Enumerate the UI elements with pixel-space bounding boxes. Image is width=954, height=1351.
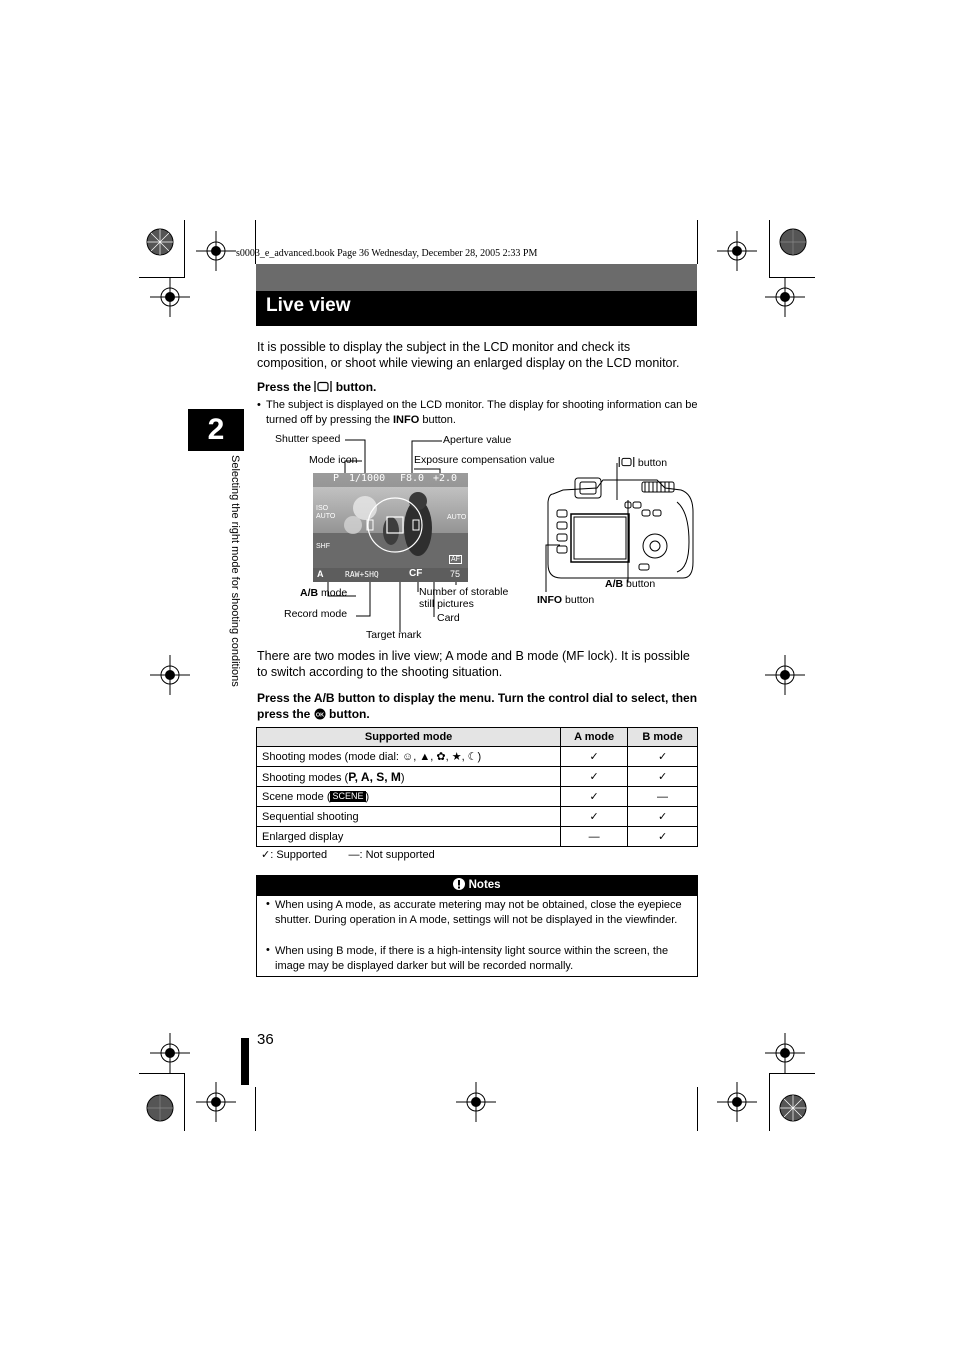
ok-button-icon (314, 708, 326, 720)
notes-header (256, 875, 698, 896)
label-ab-mode (300, 587, 347, 599)
step-1-suffix: button. (332, 380, 377, 394)
table-cell: Enlarged display (257, 827, 561, 847)
label-aperture-value: Aperture value (443, 434, 512, 446)
registration-mark-icon (765, 1033, 805, 1073)
lcd-iso: ISO AUTO (316, 505, 336, 520)
label-info-button (537, 594, 594, 606)
supported-modes-table (256, 727, 698, 847)
label-mode-icon: Mode icon (309, 454, 358, 466)
step-2-a: Press the (257, 691, 314, 705)
crop-mark (255, 1087, 256, 1131)
label-storable-1: Number of storable (419, 586, 509, 598)
notes-title: Notes (468, 879, 501, 891)
step-2 (257, 690, 702, 722)
bullet-text-a: The subject is displayed on the LCD monitor. The display for shooting information can be turned off by pressing the (266, 399, 698, 426)
table-cell: ✓ (561, 787, 628, 807)
intro-paragraph: It is possible to display the subject in the LCD monitor and check its composition, or shoot while viewing an enlarged display on the LCD monitor. (257, 340, 680, 370)
registration-mark-icon (196, 1082, 236, 1122)
table-header-row (257, 728, 698, 747)
label-target-mark: Target mark (366, 629, 422, 641)
starburst-mark-icon (779, 1094, 807, 1122)
two-modes-paragraph: There are two modes in live view; A mode and B mode (MF lock). It is possible to switch according to the shooting situation. (257, 649, 690, 679)
page-number: 36 (257, 1031, 274, 1048)
note-item: When using A mode, as accurate metering may not be obtained, close the eyepiece shutter. During operation in A mode, settings will not be displayed in the viewfinder. (275, 899, 682, 926)
row-tail: ) (400, 771, 405, 784)
table-row (257, 767, 698, 787)
step-2-b: button to display the menu. Turn the control dial to select, then press the (257, 691, 698, 721)
table-cell (257, 787, 561, 807)
live-view-button-icon (618, 457, 635, 467)
step-1-prefix: Press the (257, 380, 315, 394)
lcd-mode: P (333, 473, 340, 484)
label-storable-2: still pictures (419, 598, 474, 610)
lcd-exposure: +2.0 (433, 473, 458, 484)
note-item: When using B mode, if there is a high-intensity light source within the screen, the image may be displayed darker but will be recorded normally. (275, 945, 669, 972)
row-label: Scene mode ( (262, 790, 331, 803)
lcd-ab: A (317, 569, 324, 579)
table-header: A mode (561, 728, 628, 747)
note-bullet: • (266, 944, 270, 956)
page-title: Live view (266, 295, 351, 316)
ab-button-word: button (623, 578, 656, 590)
label-exposure-comp: Exposure compensation value (414, 454, 555, 466)
info-label: INFO (393, 414, 420, 426)
lcd-live-view-image (313, 473, 468, 582)
table-cell: ✓ (628, 807, 698, 827)
lcd-count: 75 (450, 569, 461, 579)
table-header: Supported mode (257, 728, 561, 747)
lv-button-word: button (635, 457, 668, 469)
step-2-c: button. (325, 707, 370, 721)
ab-button-ab: A/B (605, 578, 624, 590)
warning-icon (453, 878, 465, 890)
legend-not-supported: —: Not supported (348, 849, 435, 861)
page-number-bar (241, 1038, 249, 1085)
table-cell: ✓ (628, 747, 698, 767)
starburst-mark-icon (146, 1094, 174, 1122)
info-button-word: button (562, 594, 595, 606)
table-row (257, 747, 698, 767)
table-cell: — (628, 787, 698, 807)
row-label: Shooting modes (mode dial: (262, 751, 403, 763)
table-cell: ✓ (561, 747, 628, 767)
label-card: Card (437, 612, 460, 624)
crop-mark (139, 1073, 185, 1074)
lcd-shutter: 1/1000 (349, 473, 386, 484)
label-live-view-button (618, 457, 667, 469)
lcd-record-mode: RAW+SHQ (345, 570, 379, 579)
table-cell (257, 767, 561, 787)
lcd-aperture: F8.0 (400, 473, 425, 484)
row-tail: ) (365, 790, 370, 803)
label-record-mode: Record mode (284, 608, 348, 620)
lcd-af: AF (451, 556, 460, 563)
table-cell: Sequential shooting (257, 807, 561, 827)
scene-icon: SCENE (332, 791, 364, 802)
table-row (257, 787, 698, 807)
ab-mode-word: mode (318, 587, 348, 599)
step-2-ab: A/B (313, 691, 335, 705)
file-header: s0003_e_advanced.book Page 36 Wednesday, December 28, 2005 2:33 PM (236, 248, 538, 259)
table-cell: — (561, 827, 628, 847)
svg-text:OK: OK (315, 712, 324, 719)
table-cell (257, 747, 561, 767)
lcd-wb: AUTO (447, 514, 467, 521)
bullet-dot: • (257, 399, 261, 411)
ab-mode-ab: A/B (300, 587, 319, 599)
table-cell: ✓ (628, 827, 698, 847)
info-button-info: INFO (537, 594, 563, 606)
table-cell: ✓ (561, 807, 628, 827)
bullet-text-b: button. (419, 414, 456, 426)
note-bullet: • (266, 898, 270, 910)
chapter-side-label: Selecting the right mode for shooting conditions (229, 455, 241, 687)
table-cell: ✓ (628, 767, 698, 787)
table-legend (261, 848, 435, 861)
registration-mark-icon (150, 1033, 190, 1073)
crop-mark (184, 1073, 185, 1131)
mode-dial-icons: ☺, ▲, ✿, ★, ☾ (402, 751, 478, 763)
row-tail: ) (477, 751, 482, 763)
table-cell: ✓ (561, 767, 628, 787)
table-row (257, 827, 698, 847)
row-label: Shooting modes ( (262, 771, 349, 784)
crop-mark (769, 1073, 770, 1131)
table-row (257, 807, 698, 827)
chapter-tab: 2 (188, 409, 244, 451)
camera-back-illustration (545, 472, 695, 582)
lcd-shf: SHF (316, 543, 330, 550)
lcd-scene (313, 473, 468, 582)
registration-mark-icon (717, 1082, 757, 1122)
crop-mark (697, 1087, 698, 1131)
lcd-card: CF (409, 568, 423, 579)
table-header: B mode (628, 728, 698, 747)
legend-supported: ✓: Supported (261, 849, 328, 861)
registration-mark-icon (456, 1082, 496, 1122)
crop-mark (769, 1073, 815, 1074)
label-shutter-speed: Shutter speed (275, 433, 341, 445)
pasm-icons: P, A, S, M (348, 769, 401, 784)
